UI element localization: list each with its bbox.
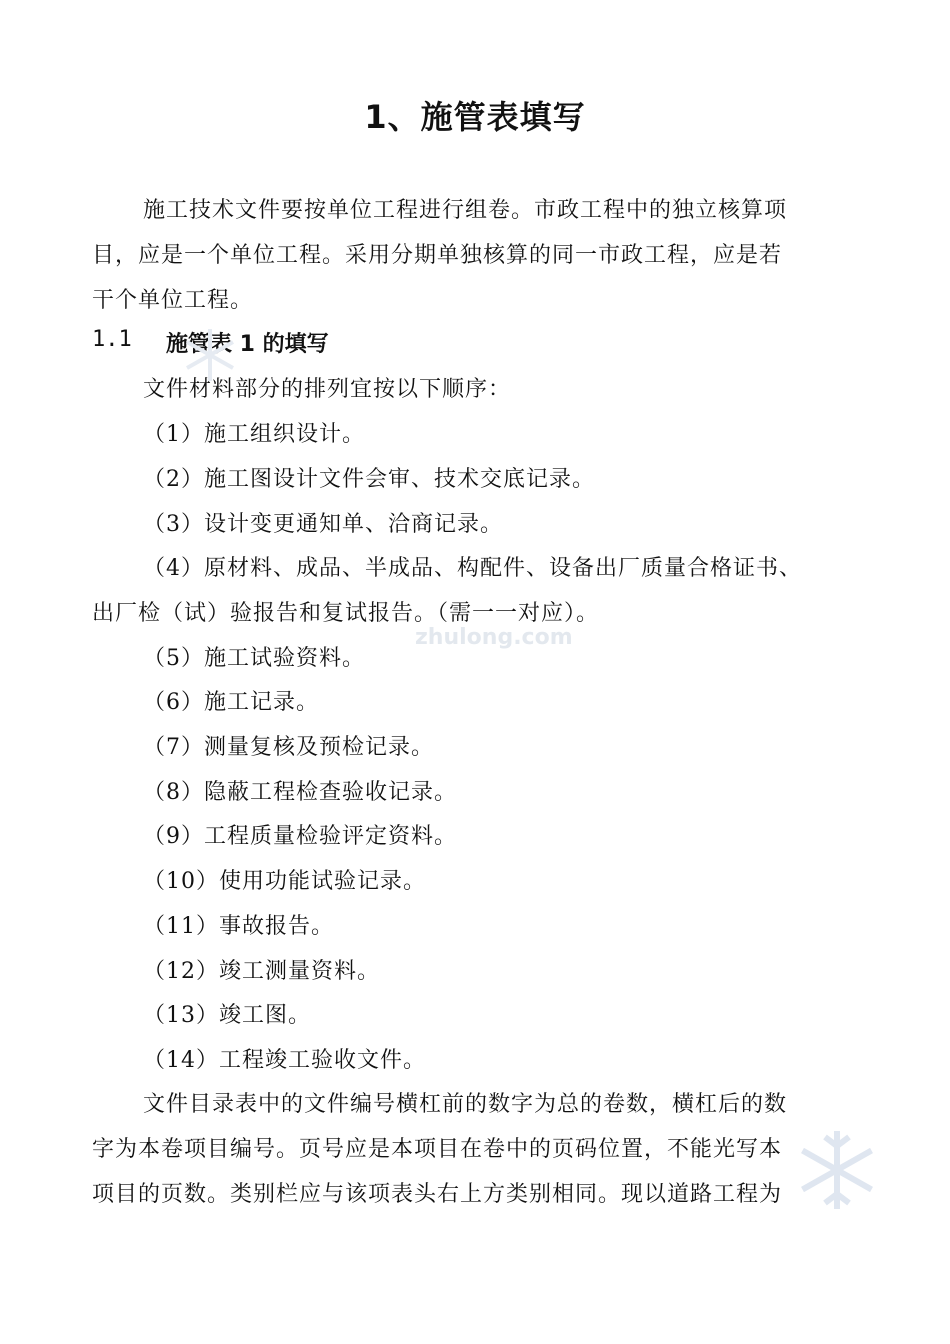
list-item: （1）施工组织设计。	[143, 422, 365, 447]
list-item: （3）设计变更通知单、洽商记录。	[143, 512, 503, 537]
list-item: （13）竣工图。	[143, 1003, 311, 1028]
list-item: （10）使用功能试验记录。	[143, 869, 426, 894]
list-item: （9）工程质量检验评定资料。	[143, 824, 457, 849]
section-title: 施管表 1 的填写	[166, 332, 329, 357]
order-intro: 文件材料部分的排列宜按以下顺序：	[143, 377, 512, 402]
list-item-continuation: 出厂检（试）验报告和复试报告。（需一一对应）。	[92, 601, 600, 626]
section-number: 1.1	[92, 327, 132, 352]
intro-line-2: 目，应是一个单位工程。采用分期单独核算的同一市政工程，应是若	[92, 243, 783, 268]
watermark-logo-icon	[180, 325, 240, 385]
list-item: （6）施工记录。	[143, 690, 319, 715]
closing-line-2: 字为本卷项目编号。页号应是本项目在卷中的页码位置，不能光写本	[92, 1137, 783, 1162]
list-item: （2）施工图设计文件会审、技术交底记录。	[143, 467, 595, 492]
list-item: （4）原材料、成品、半成品、构配件、设备出厂质量合格证书、	[143, 556, 802, 581]
list-item: （5）施工试验资料。	[143, 646, 365, 671]
snowflake-logo-icon	[792, 1125, 882, 1215]
list-item: （8）隐蔽工程检查验收记录。	[143, 780, 457, 805]
list-item: （12）竣工测量资料。	[143, 959, 380, 984]
closing-line-3: 项目的页数。类别栏应与该项表头右上方类别相同。现以道路工程为	[92, 1182, 783, 1207]
list-item: （7）测量复核及预检记录。	[143, 735, 434, 760]
intro-line-3: 干个单位工程。	[92, 288, 254, 313]
list-item: （11）事故报告。	[143, 914, 334, 939]
watermark-text: zhulong.com	[415, 625, 573, 650]
list-item: （14）工程竣工验收文件。	[143, 1048, 426, 1073]
intro-line-1: 施工技术文件要按单位工程进行组卷。市政工程中的独立核算项	[143, 198, 788, 223]
page-title: 1、施管表填写	[364, 98, 586, 136]
closing-line-1: 文件目录表中的文件编号横杠前的数字为总的卷数，横杠后的数	[143, 1092, 788, 1117]
